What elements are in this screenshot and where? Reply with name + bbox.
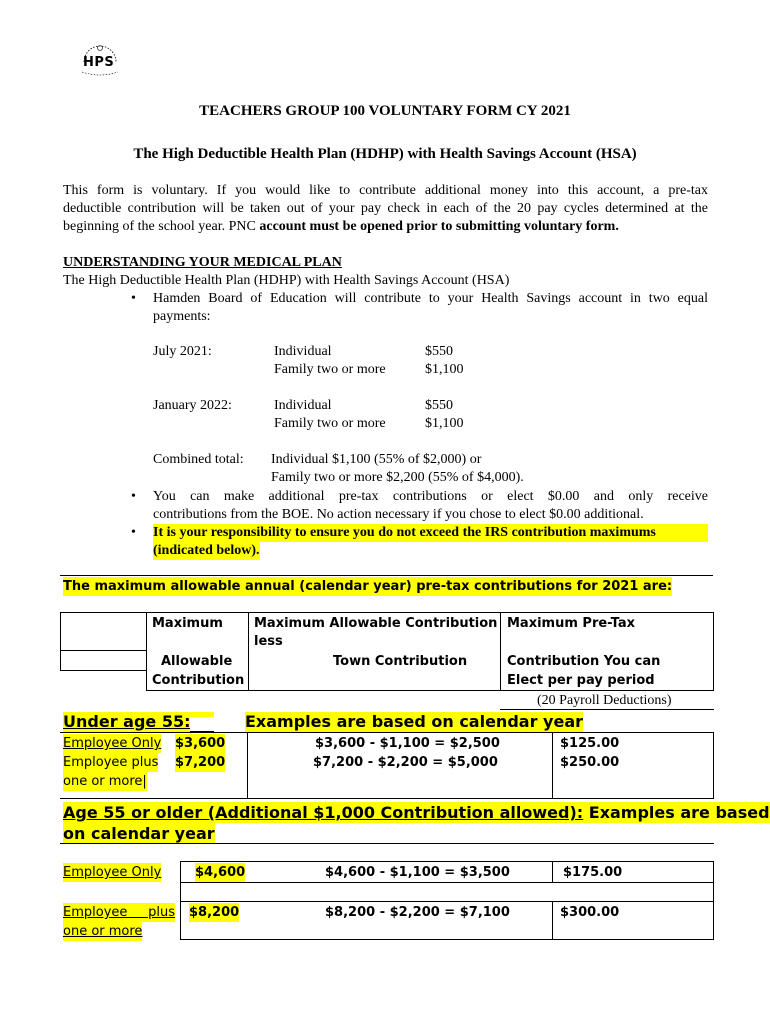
under55-row2-label-b: one or more| (63, 774, 147, 789)
divider (500, 709, 714, 710)
header-col2-line3: Town Contribution (333, 654, 468, 669)
age55-heading (63, 802, 770, 823)
max-contributions-heading: The maximum allowable annual (calendar year) pre-tax contributions for 2021 are: (63, 579, 673, 594)
january-family-amount: $1,100 (425, 416, 464, 431)
age55-row1-label: Employee Only (63, 865, 162, 880)
age55-row2-pay: $300.00 (560, 905, 620, 920)
intro-line-3-plain: beginning of the school year. PNC (63, 219, 260, 234)
january-family: Family two or more (274, 416, 386, 431)
under55-examples: Examples are based on calendar year (245, 712, 583, 731)
payroll-note: (20 Payroll Deductions) (537, 693, 672, 708)
under55-heading (63, 712, 214, 732)
divider (60, 575, 713, 576)
header-col2-line1: Maximum Allowable Contribution (254, 616, 498, 631)
age55-heading-underlined: Age 55 or older (Additional $1,000 Contribution allowed): (63, 803, 584, 822)
january-individual-amount: $550 (425, 398, 453, 413)
bullet2-line-1: You can make additional pre-tax contributions or elect $0.00 and only receive (153, 489, 708, 504)
july-label: July 2021: (153, 344, 212, 359)
header-col2-line2: less (254, 634, 283, 649)
intro-line-3 (63, 218, 619, 236)
combined-label: Combined total: (153, 452, 244, 467)
under55-row2-pay: $250.00 (560, 755, 620, 770)
bullet1-line-1: Hamden Board of Education will contribute to your Health Savings account in two equal (153, 291, 708, 306)
age55-row1-max: $4,600 (195, 865, 246, 880)
intro-line-3-bold: account must be opened prior to submitting voluntary form. (259, 219, 619, 234)
january-individual: Individual (274, 398, 332, 413)
understanding-heading: UNDERSTANDING YOUR MEDICAL PLAN (63, 255, 342, 270)
under55-row2-label-a: Employee plus (63, 755, 159, 770)
age55-heading-line2: on calendar year (63, 824, 215, 843)
under55-row1-calc: $3,600 - $1,100 = $2,500 (315, 736, 500, 751)
under55-row2-max: $7,200 (175, 755, 226, 770)
under55-row1-max: $3,600 (175, 736, 226, 751)
age55-heading-rest: Examples are based (583, 803, 770, 822)
combined-line-2: Family two or more $2,200 (55% of $4,000). (271, 470, 524, 485)
header-col3-line3: Elect per pay period (507, 673, 655, 688)
age55-row1-pay: $175.00 (563, 865, 623, 880)
intro-line-1: This form is voluntary. If you would like to contribute additional money into this account, a pre-tax (63, 183, 708, 198)
header-col1-contribution: Contribution (152, 673, 245, 688)
under55-row2-calc: $7,200 - $2,200 = $5,000 (313, 755, 498, 770)
bullet-icon: • (131, 525, 136, 540)
july-individual-amount: $550 (425, 344, 453, 359)
age55-row2-label-a: Employee plus (63, 905, 175, 920)
header-col3-line1: Maximum Pre-Tax (507, 616, 636, 631)
july-individual: Individual (274, 344, 332, 359)
intro-line-2: deductible contribution will be taken out of your pay check in each of the 20 pay cycles determined at the (63, 201, 708, 216)
understanding-subheading: The High Deductible Health Plan (HDHP) with Health Savings Account (HSA) (63, 273, 510, 288)
bullet-icon: • (131, 489, 136, 504)
bullet3-line-2: (indicated below). (153, 543, 260, 558)
age55-row2-label-b: one or more (63, 924, 143, 939)
age55-row1-calc: $4,600 - $1,100 = $3,500 (325, 865, 510, 880)
header-col1-allowable: Allowable (161, 654, 233, 669)
july-family: Family two or more (274, 362, 386, 377)
july-family-amount: $1,100 (425, 362, 464, 377)
bullet-icon: • (131, 291, 136, 306)
bullet1-line-2: payments: (153, 309, 211, 324)
age55-row2-max: $8,200 (189, 905, 240, 920)
combined-line-1: Individual $1,100 (55% of $2,000) or (271, 452, 482, 467)
january-label: January 2022: (153, 398, 232, 413)
bullet2-line-2: contributions from the BOE. No action necessary if you chose to elect $0.00 additional. (153, 507, 644, 522)
page-title: TEACHERS GROUP 100 VOLUNTARY FORM CY 2021 (199, 103, 571, 119)
logo-text: HPS (83, 55, 115, 70)
hps-logo (78, 40, 122, 80)
under55-row1-pay: $125.00 (560, 736, 620, 751)
under55-heading-text: Under age 55: (63, 712, 191, 731)
header-col3-line2: Contribution You can (507, 654, 661, 669)
age55-row2-calc: $8,200 - $2,200 = $7,100 (325, 905, 510, 920)
bullet3-line-1: It is your responsibility to ensure you do not exceed the IRS contribution maximums (153, 524, 708, 542)
page-subtitle: The High Deductible Health Plan (HDHP) with Health Savings Account (HSA) (133, 146, 637, 162)
under55-row1-label: Employee Only (63, 736, 162, 751)
header-col1-maximum: Maximum (152, 616, 223, 631)
